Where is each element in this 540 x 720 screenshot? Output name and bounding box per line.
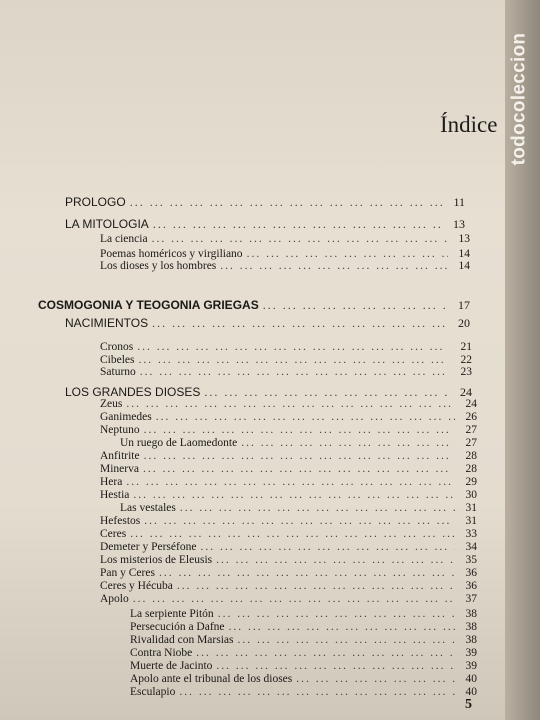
- toc-entry: [38, 298, 470, 313]
- toc-entry-label: Contra Niobe: [130, 647, 193, 659]
- dot-leader: [144, 450, 455, 462]
- dot-leader: [237, 634, 455, 646]
- toc-entry: [100, 424, 477, 436]
- dot-leader: [220, 260, 448, 272]
- dot-leader: [241, 437, 455, 449]
- toc-entry: [65, 316, 470, 331]
- toc-entry-page: 11: [453, 195, 465, 209]
- dot-leader: [144, 515, 455, 527]
- toc-entry: [130, 673, 477, 685]
- toc-entry-page: 29: [465, 476, 477, 488]
- toc-entry-label: Saturno: [100, 366, 136, 378]
- toc-entry-page: 37: [465, 593, 477, 605]
- toc-entry-label: Persecución a Dafne: [130, 621, 225, 633]
- toc-entry-page: 13: [453, 217, 465, 231]
- toc-entry: [100, 233, 470, 245]
- toc-entry: [120, 437, 477, 449]
- toc-entry: [130, 608, 477, 620]
- toc-entry-page: 33: [465, 528, 477, 540]
- toc-entry: [100, 366, 472, 378]
- dot-leader: [159, 567, 455, 579]
- toc-entry-label: Hera: [100, 476, 123, 488]
- toc-entry: [120, 502, 477, 514]
- toc-entry-page: 34: [465, 541, 477, 553]
- toc-entry-label: PROLOGO: [65, 195, 126, 209]
- toc-entry-label: Apolo: [100, 593, 129, 605]
- dot-leader: [144, 424, 455, 436]
- toc-entry-label: Minerva: [100, 463, 139, 475]
- toc-entry-page: 39: [465, 660, 477, 672]
- toc-entry-label: Un ruego de Laomedonte: [120, 437, 238, 449]
- dot-leader: [153, 217, 443, 232]
- dot-leader: [133, 489, 455, 501]
- toc-entry: [100, 567, 477, 579]
- toc-entry-page: 35: [465, 554, 477, 566]
- watermark: todocoleccion: [508, 32, 530, 166]
- toc-entry-page: 38: [465, 634, 477, 646]
- toc-entry: [100, 411, 477, 423]
- toc-entry-page: 31: [465, 502, 477, 514]
- toc-entry-page: 24: [460, 385, 472, 399]
- toc-entry-label: Demeter y Perséfone: [100, 541, 197, 553]
- toc-entry: [100, 515, 477, 527]
- toc-entry-label: Pan y Ceres: [100, 567, 155, 579]
- dot-leader: [143, 463, 455, 475]
- toc-entry-page: 38: [465, 621, 477, 633]
- dot-leader: [133, 593, 455, 605]
- toc-entry-label: Hestia: [100, 489, 130, 501]
- toc-entry-page: 30: [465, 489, 477, 501]
- toc-entry: [100, 593, 477, 605]
- toc-entry-page: 28: [465, 450, 477, 462]
- toc-entry: [100, 260, 470, 272]
- toc-entry-label: LA MITOLOGIA: [65, 217, 149, 231]
- toc-entry-page: 31: [465, 515, 477, 527]
- dot-leader: [229, 621, 455, 633]
- toc-entry-label: Zeus: [100, 398, 123, 410]
- toc-entry-page: 26: [465, 411, 477, 423]
- toc-entry-page: 36: [465, 580, 477, 592]
- page-number: 5: [465, 697, 472, 712]
- dot-leader: [180, 502, 455, 514]
- dot-leader: [200, 541, 455, 553]
- toc-entry-label: Hefestos: [100, 515, 141, 527]
- toc-entry: [100, 528, 477, 540]
- dot-leader: [139, 354, 451, 366]
- toc-entry: [130, 660, 477, 672]
- dot-leader: [177, 580, 455, 592]
- dot-leader: [263, 298, 448, 313]
- toc-entry-page: 28: [465, 463, 477, 475]
- dot-leader: [152, 233, 448, 245]
- toc-entry: [130, 634, 477, 646]
- toc-entry: [100, 450, 477, 462]
- toc-entry-label: Poemas homéricos y virgiliano: [100, 248, 243, 260]
- toc-entry-page: 17: [458, 298, 470, 312]
- dot-leader: [296, 673, 455, 685]
- dot-leader: [130, 528, 455, 540]
- toc-entry-label: La serpiente Pitón: [130, 608, 214, 620]
- dot-leader: [130, 195, 443, 210]
- dot-leader: [137, 341, 450, 353]
- toc-entry: [100, 580, 477, 592]
- toc-entry: [100, 248, 470, 260]
- toc-entry: [65, 195, 465, 210]
- toc-entry: [100, 489, 477, 501]
- dot-leader: [218, 608, 455, 620]
- dot-leader: [126, 398, 455, 410]
- toc-entry: [100, 354, 472, 366]
- toc-entry: [100, 398, 477, 410]
- toc-entry-page: 27: [465, 437, 477, 449]
- toc-entry-label: Cibeles: [100, 354, 135, 366]
- toc-entry-page: 23: [460, 366, 472, 378]
- toc-entry: [100, 463, 477, 475]
- toc-entry-page: 39: [465, 647, 477, 659]
- toc-entry-page: 24: [465, 398, 477, 410]
- toc-entry: [100, 341, 472, 353]
- toc-entry-label: Muerte de Jacinto: [130, 660, 213, 672]
- dot-leader: [156, 411, 455, 423]
- toc-entry-page: 13: [458, 233, 470, 245]
- toc-entry: [130, 686, 477, 698]
- dot-leader: [216, 554, 455, 566]
- dot-leader: [247, 248, 448, 260]
- toc-entry-label: Ceres: [100, 528, 127, 540]
- toc-entry-page: 40: [465, 686, 477, 698]
- toc-entry-page: 14: [458, 248, 470, 260]
- toc-entry-page: 14: [458, 260, 470, 272]
- toc-entry-label: Los misterios de Eleusis: [100, 554, 213, 566]
- toc-entry: [100, 476, 477, 488]
- toc-entry-label: Apolo ante el tribunal de los dioses: [130, 673, 293, 685]
- toc-entry-label: Neptuno: [100, 424, 140, 436]
- toc-entry-label: Ganimedes: [100, 411, 152, 423]
- dot-leader: [196, 647, 455, 659]
- toc-entry-page: 40: [465, 673, 477, 685]
- dot-leader: [216, 660, 455, 672]
- toc-entry: [130, 647, 477, 659]
- toc-entry: [100, 541, 477, 553]
- toc-entry-page: 27: [465, 424, 477, 436]
- dot-leader: [152, 316, 448, 331]
- dot-leader: [179, 686, 455, 698]
- dot-leader: [126, 476, 455, 488]
- toc-entry-label: Esculapio: [130, 686, 176, 698]
- toc-entry-label: Las vestales: [120, 502, 176, 514]
- toc-entry-label: Cronos: [100, 341, 134, 353]
- toc-entry-label: NACIMIENTOS: [65, 316, 149, 330]
- toc-entry-page: 21: [460, 341, 472, 353]
- toc-entry-page: 38: [465, 608, 477, 620]
- toc-entry-page: 20: [458, 316, 470, 330]
- toc-entry-label: LOS GRANDES DIOSES: [65, 385, 201, 399]
- toc-entry-page: 22: [460, 354, 472, 366]
- toc-entry-label: Anfitrite: [100, 450, 140, 462]
- toc-entry: [100, 554, 477, 566]
- toc-entry: [130, 621, 477, 633]
- toc-entry-label: Rivalidad con Marsias: [130, 634, 234, 646]
- toc-entry-label: La ciencia: [100, 233, 148, 245]
- toc-entry: [65, 217, 465, 232]
- dot-leader: [140, 366, 450, 378]
- toc-entry-label: Los dioses y los hombres: [100, 260, 217, 272]
- page-title: Índice: [440, 112, 498, 137]
- toc-entry-label: COSMOGONIA Y TEOGONIA GRIEGAS: [38, 298, 259, 312]
- toc-entry-page: 36: [465, 567, 477, 579]
- toc-entry-label: Ceres y Hécuba: [100, 580, 173, 592]
